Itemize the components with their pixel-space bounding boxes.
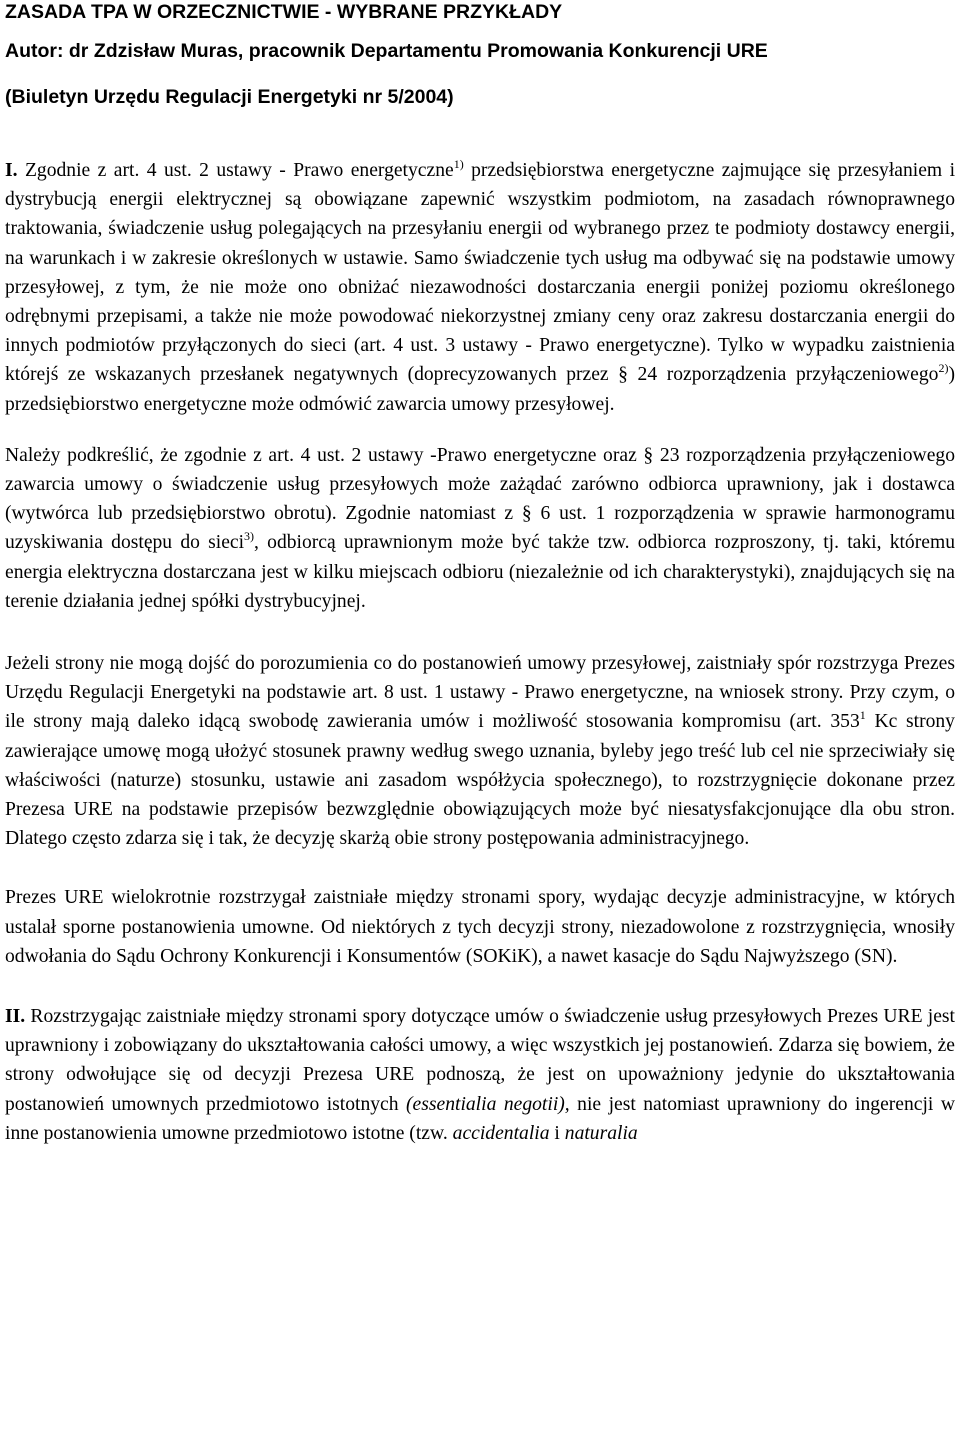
paragraph-1-text-a: Zgodnie z art. 4 ust. 2 ustawy - Prawo energetyczne: [17, 160, 454, 181]
paragraph-2-text-a: Należy podkreślić, że zgodnie z art. 4 ust. 2 ustawy -Prawo energetyczne oraz § 23 rozporządzenia przyłączeniowego zawarcia umowy o świadczenie usług przesyłowych może zażądać zarówno odbiorca uprawniony, jak i dostawca (wytwórca lub przedsiębiorstwo obrotu). Zgodnie natomiast z § 6 ust. 1 rozporządzenia w sprawie harmonogramu uzyskiwania dostępu do sieci: [5, 444, 955, 554]
section-label-ii: II.: [5, 1006, 26, 1028]
paragraph-3: [5, 649, 955, 853]
document-author: Autor: dr Zdzisław Muras, pracownik Departamentu Promowania Konkurencji URE: [5, 40, 768, 62]
footnote-ref-1: 1): [453, 157, 464, 171]
paragraph-5: [5, 1002, 955, 1148]
paragraph-1-text-c: ) przedsiębiorstwo energetyczne może odmówić zawarcia umowy przesyłowej.: [5, 364, 955, 415]
paragraph-5-text-c: i: [549, 1122, 565, 1144]
paragraph-1-text-b: przedsiębiorstwa energetyczne zajmujące się przesyłaniem i dystrybucją energii elektrycznej są obowiązane zapewnić wszystkim podmiotom, na zasadach równoprawnego traktowania, świadczenie usług polegających na przesyłaniu energii od wybranego przez te podmioty dostawcy energii, na warunkach i w zakresie określonych w ustawie. Samo świadczenie tych usług ma odbywać się na podstawie umowy przesyłowej, z tym, że nie może ono obniżać niezawodności dostarczania energii poniżej poziomu określonego odrębnymi przepisami, a także nie może powodować niekorzystnej zmiany ceny oraz zakresu dostarczania energii do innych podmiotów przyłączonych do sieci (art. 4 ust. 3 ustawy - Prawo energetyczne). Tylko w wypadku zaistnienia którejś ze wskazanych przesłanek negatywnych (doprecyzowanych przez § 24 rozporządzenia przyłączeniowego: [5, 160, 956, 386]
footnote-ref-3: 3): [244, 529, 255, 544]
paragraph-5-italic-c: naturalia: [564, 1122, 638, 1144]
paragraph-5-italic-b: accidentalia: [452, 1122, 550, 1144]
paragraph-5-text-a: Rozstrzygając zaistniałe między stronami spory dotyczące umów o świadczenie usług przesyłowych Prezes URE jest uprawniony i zobowiązany do ukształtowania całości umowy, a więc wszystkich jej postanowień. Zdarza się bowiem, że strony odwołujące się od decyzji Prezesa URE podnoszą, że jest on upoważniony jedynie do ukształtowania postanowień umownych przedmiotowo istotnych: [5, 1006, 955, 1115]
paragraph-2-text-b: , odbiorcą uprawnionym może być także tzw. odbiorca rozproszony, tj. taki, któremu energia elektryczna dostarczana jest w kilku miejscach odbioru (niezależnie od ich charakterystyki), znajdujących się na terenie działania jednej spółki dystrybucyjnej.: [5, 532, 955, 612]
paragraph-3-text-a: Jeżeli strony nie mogą dojść do porozumienia co do postanowień umowy przesyłowej, zaistniały spór rozstrzyga Prezes Urzędu Regulacji Energetyki na podstawie art. 8 ust. 1 ustawy - Prawo energetyczne, na wniosek strony. Przy czym, o ile strony mają daleko idącą swobodę zawierania umów i możliwość stosowania kompromisu (art. 353: [5, 653, 955, 733]
superscript-1: 1: [859, 708, 866, 723]
paragraph-5-text-b: nie jest natomiast uprawniony do ingerencji w inne postanowienia umowne przedmiotowo istotne (tzw.: [5, 1093, 956, 1144]
document-page: [5, 0, 955, 1148]
paragraph-1: [5, 156, 955, 419]
document-source: (Biuletyn Urzędu Regulacji Energetyki nr 5/2004): [5, 86, 454, 108]
paragraph-5-italic-a: (essentialia negotii),: [406, 1093, 570, 1115]
document-title: ZASADA TPA W ORZECZNICTWIE - WYBRANE PRZYKŁADY: [5, 1, 563, 23]
section-label-i: I.: [5, 160, 18, 181]
footnote-ref-2: 2): [938, 361, 949, 376]
paragraph-2: [5, 441, 955, 616]
paragraph-4: Prezes URE wielokrotnie rozstrzygał zaistniałe między stronami spory, wydając decyzje administracyjne, w których ustalał sporne postanowienia umowne. Od niektórych z tych decyzji strony, niezadowolone z rozstrzygnięcia, wnosiły odwołania do Sądu Ochrony Konkurencji i Konsumentów (SOKiK), a nawet kasacje do Sądu Najwyższego (SN).: [5, 887, 955, 967]
paragraph-3-text-b: Kc strony zawierające umowę mogą ułożyć stosunek prawny według swego uznania, byleby jego treść lub cel nie sprzeciwiały się właściwości (naturze) stosunku, ustawie ani zasadom współżycia społecznego), to rozstrzygnięcie dokonane przez Prezesa URE na podstawie przepisów bezwzględnie obowiązujących może być niesatysfakcjonujące dla obu stron. Dlatego często zdarza się i tak, że decyzję skarżą obie strony postępowania administracyjnego.: [5, 711, 955, 850]
